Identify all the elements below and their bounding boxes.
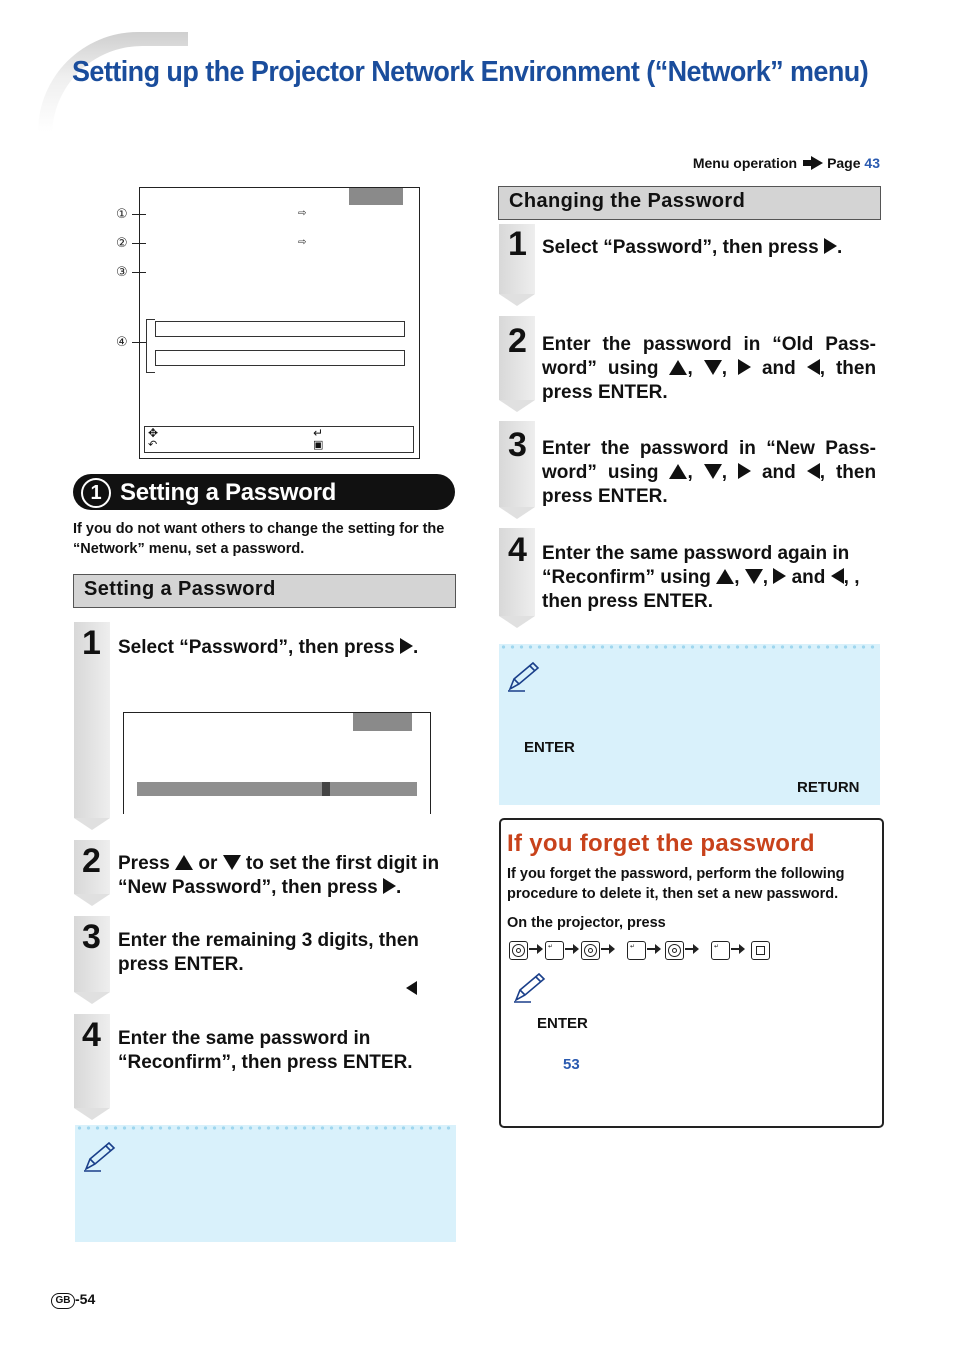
right-arrow-icon <box>400 638 413 654</box>
step-number: 2 <box>82 842 101 880</box>
dial-button-icon <box>665 941 684 960</box>
forget-title: If you forget the password <box>507 830 815 857</box>
submenu-arrow-icon: ⇨ <box>298 237 307 248</box>
right-step-2-text: Enter the password in “Old Pass-word” using , , and , then press ENTER. <box>542 334 877 403</box>
left-step-4-text: Enter the same password in “Reconfirm”, then press ENTER. <box>118 1028 413 1073</box>
callout-2: ② <box>116 235 128 250</box>
step-number: 1 <box>82 624 101 662</box>
right-step-4-text: Enter the same password again in “Reconfirm” using , , and , , then press ENTER. <box>542 543 860 612</box>
osd-cursor <box>322 782 330 796</box>
osd-network-menu <box>139 187 420 459</box>
menu-button-icon <box>751 941 770 960</box>
callout-1: ① <box>116 206 128 221</box>
osd-bracket <box>146 319 155 373</box>
osd-input-bar <box>137 782 417 796</box>
osd-tab <box>349 188 403 205</box>
osd-password-entry <box>123 712 431 814</box>
step-number: 3 <box>82 918 101 956</box>
page-label: Page <box>827 155 861 171</box>
button-sequence <box>507 939 797 961</box>
submenu-arrow-icon: ⇨ <box>298 208 307 219</box>
enter-icon: ↵ <box>313 426 324 440</box>
left-arrow-icon <box>406 981 417 995</box>
osd-tab <box>353 713 412 731</box>
left-step-3-text: Enter the remaining 3 digits, then press ENTER. <box>118 930 419 975</box>
callout-4: ④ <box>116 334 128 349</box>
forget-password-box <box>499 818 884 1128</box>
menu-operation-ref <box>693 155 880 171</box>
osd-footer <box>144 426 414 453</box>
dial-button-icon <box>581 941 600 960</box>
left-step-2-text: Press or to set the first digit in “New Password”, then press . <box>118 853 440 898</box>
right-arrow-icon <box>824 238 837 254</box>
section-heading <box>73 474 455 510</box>
note-enter-label: ENTER <box>524 739 575 756</box>
forget-subhead: On the projector, press <box>507 915 666 931</box>
menu-button-icon: ▣ <box>313 439 324 451</box>
step-number: 2 <box>508 322 527 360</box>
right-subhead: Changing the Password <box>498 186 881 220</box>
pencil-icon <box>511 970 549 1004</box>
page-ref-link[interactable]: 43 <box>864 155 880 171</box>
left-note-box <box>75 1125 456 1242</box>
section-intro: If you do not want others to change the setting for the “Network” menu, set a password. <box>73 521 445 557</box>
note-return-label: RETURN <box>797 779 860 796</box>
step-number: 4 <box>82 1016 101 1054</box>
up-arrow-icon <box>175 855 193 870</box>
move-icon: ✥ <box>148 426 159 440</box>
return-icon: ↶ <box>148 439 158 451</box>
right-step-1-text: Select “Password”, then press . <box>542 237 843 258</box>
page-footer <box>51 1291 95 1309</box>
page-number: -54 <box>75 1291 96 1307</box>
step-number: 1 <box>508 225 527 263</box>
right-step-3-text: Enter the password in “New Pass-word” using , , and , then press ENTER. <box>542 438 877 507</box>
enter-button-icon: ↵ <box>545 941 564 960</box>
down-arrow-icon <box>223 855 241 870</box>
dial-button-icon <box>509 941 528 960</box>
arrow-right-icon <box>803 160 811 166</box>
pencil-icon <box>81 1139 119 1173</box>
pencil-icon <box>505 659 543 693</box>
region-badge: GB <box>51 1293 75 1309</box>
callout-3: ③ <box>116 264 128 279</box>
osd-field-new-password <box>155 321 405 337</box>
step-number: 3 <box>508 426 527 464</box>
forget-page-ref[interactable]: 53 <box>563 1056 580 1073</box>
page-title: Setting up the Projector Network Environment (“Network” menu) <box>72 56 869 88</box>
section-number: 1 <box>81 478 111 508</box>
left-subhead: Setting a Password <box>73 574 456 608</box>
enter-button-icon: ↵ <box>711 941 730 960</box>
osd-field-reconfirm <box>155 350 405 366</box>
right-arrow-icon <box>383 878 396 894</box>
left-step-1-text: Select “Password”, then press . <box>118 637 419 658</box>
enter-button-icon: ↵ <box>627 941 646 960</box>
forget-body: If you forget the password, perform the following procedure to delete it, then set a new password. <box>507 866 845 902</box>
right-note-box <box>499 644 880 805</box>
menu-operation-label: Menu operation <box>692 155 798 171</box>
section-title: Setting a Password <box>120 479 336 506</box>
step-number: 4 <box>508 531 527 569</box>
forget-enter-label: ENTER <box>537 1015 588 1032</box>
